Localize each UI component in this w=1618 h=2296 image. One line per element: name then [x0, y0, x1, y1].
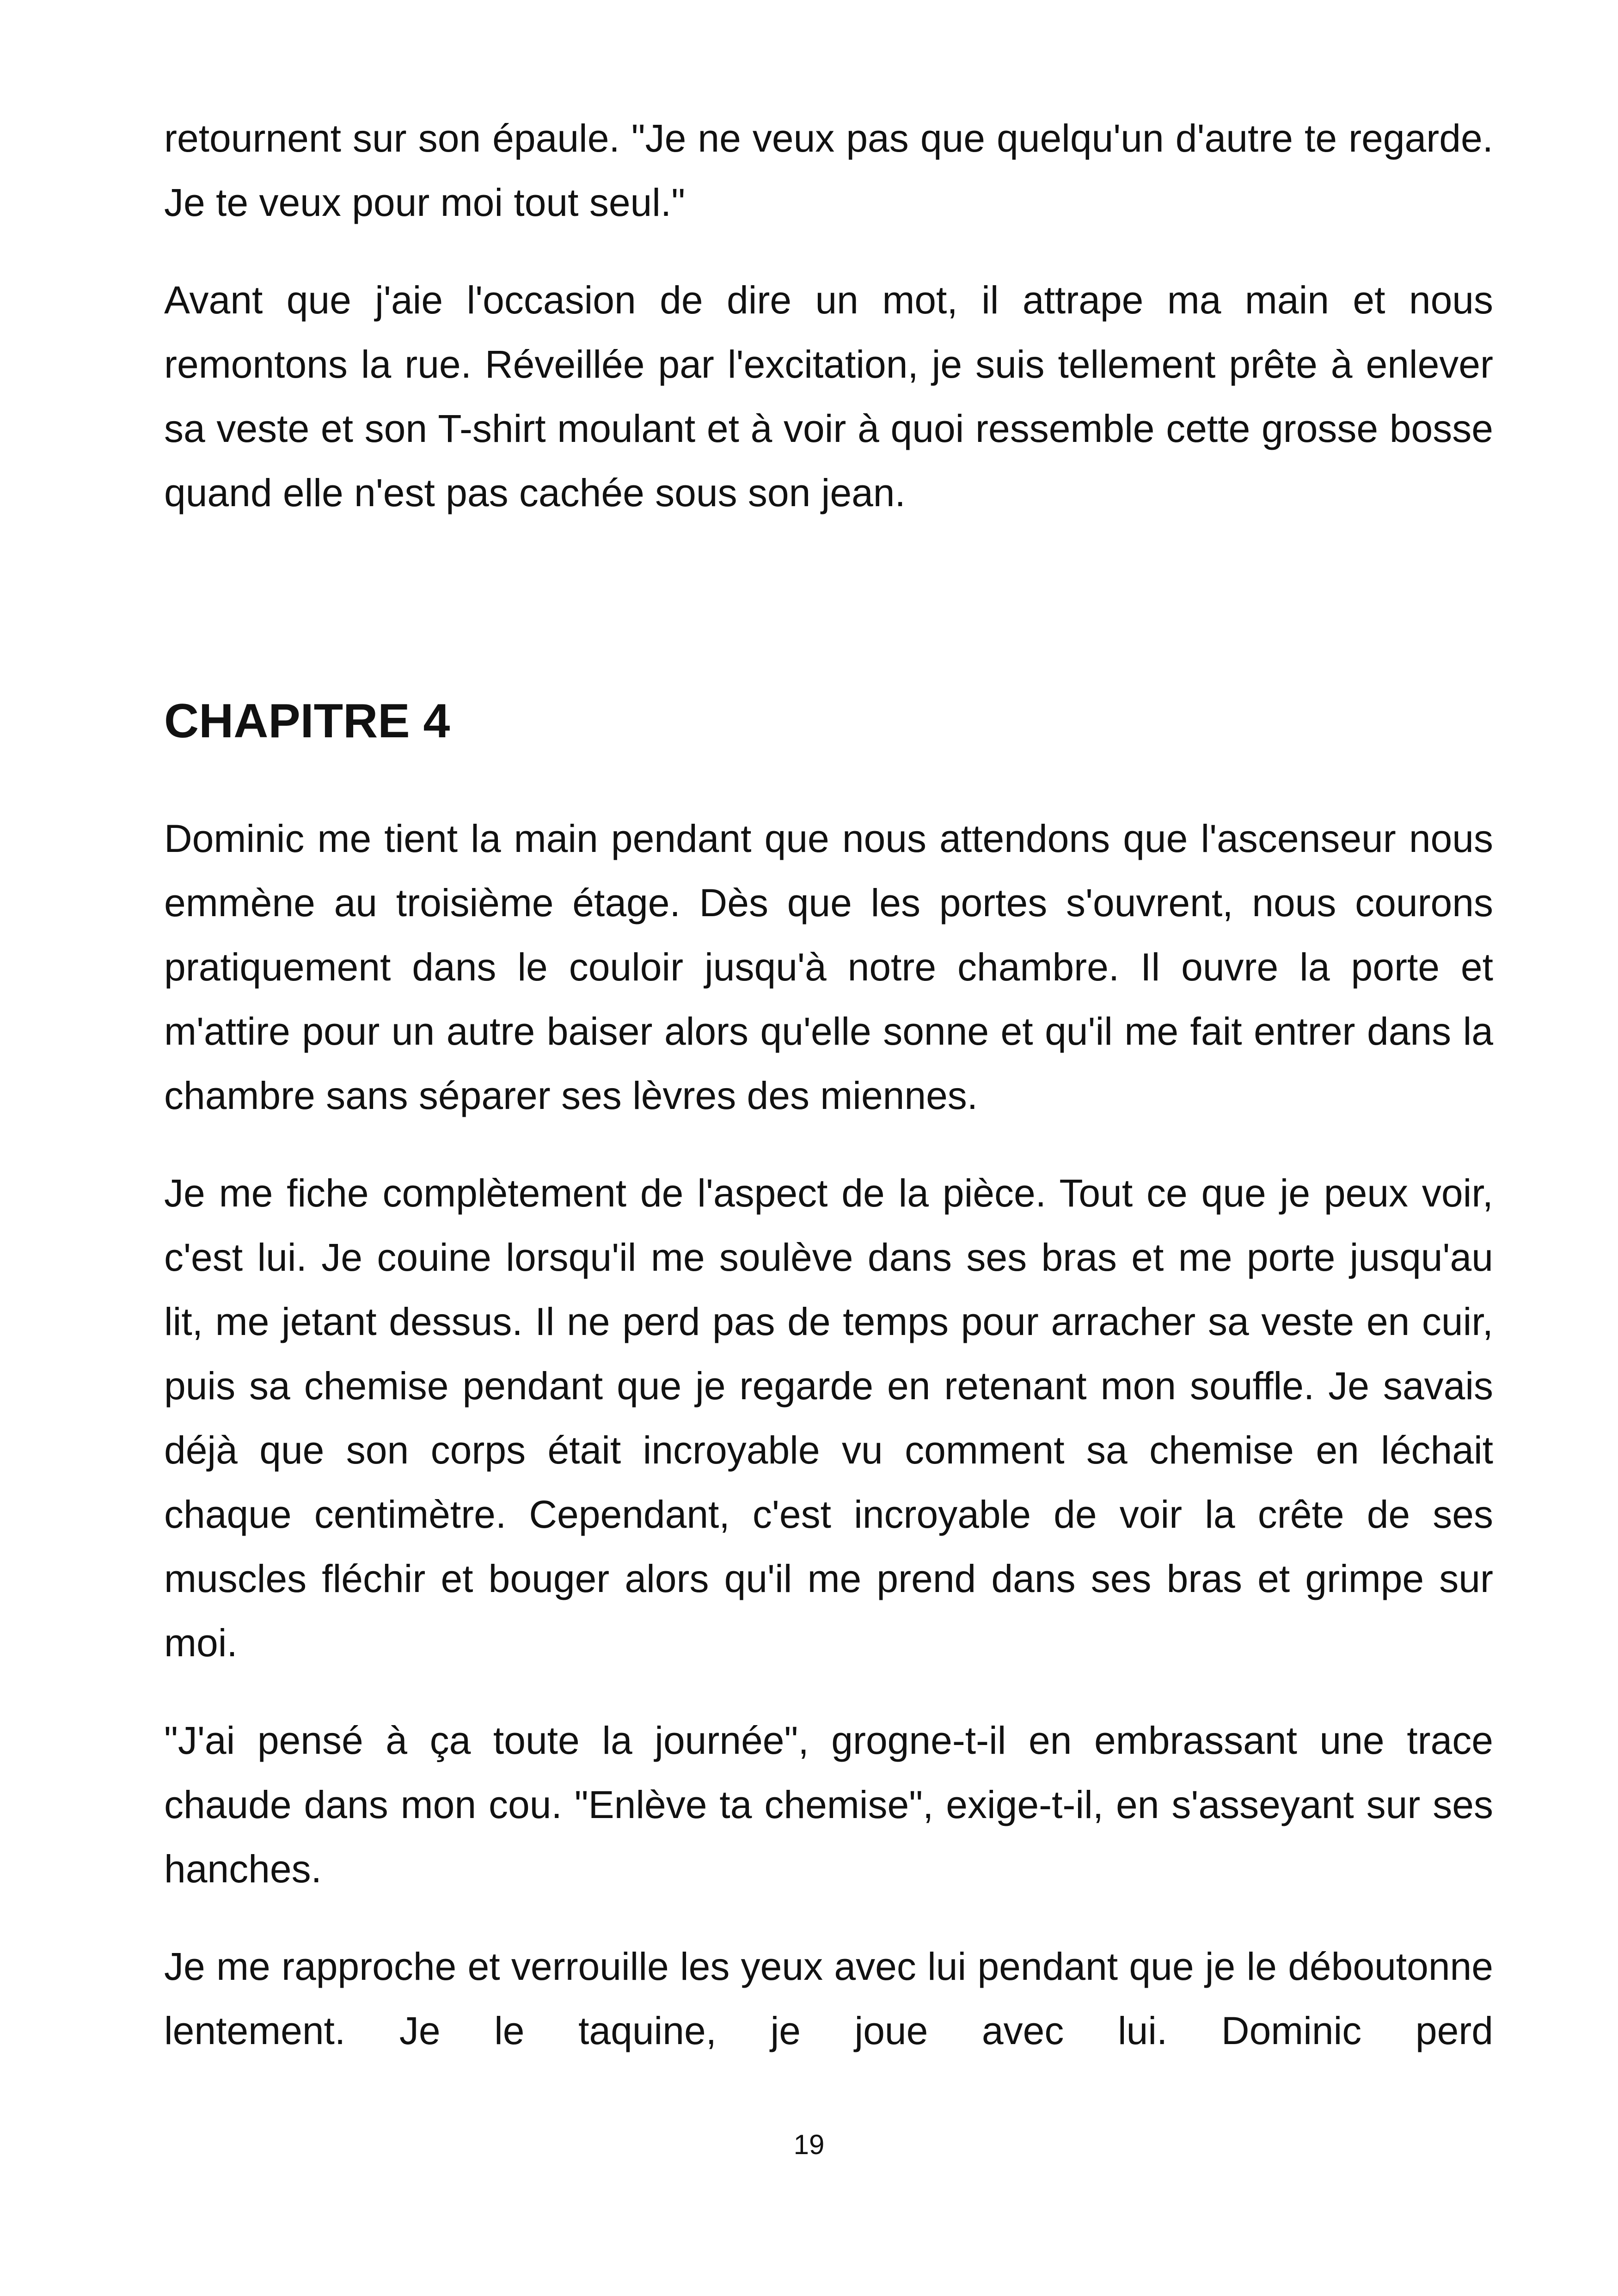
text-block-before-chapter	[164, 106, 1493, 525]
paragraph: retournent sur son épaule. "Je ne veux pas que quelqu'un d'autre te regarde. Je te veux pour moi tout seul."	[164, 116, 1493, 224]
paragraph: Dominic me tient la main pendant que nous attendons que l'ascenseur nous emmène au troisième étage. Dès que les portes s'ouvrent, nous courons pratiquement dans le couloir jusqu'à notre chambre. Il ouvre la porte et m'attire pour un autre baiser alors qu'elle sonne et qu'il me fait entrer dans la chambre sans séparer ses lèvres des miennes.	[164, 817, 1493, 1117]
chapter-heading: CHAPITRE 4	[164, 694, 450, 748]
paragraph: Je me fiche complètement de l'aspect de la pièce. Tout ce que je peux voir, c'est lui. Je couine lorsqu'il me soulève dans ses bras et me porte jusqu'au lit, me jetant dessus. Il ne perd pas de temps pour arracher sa veste en cuir, puis sa chemise pendant que je regarde en retenant mon souffle. Je savais déjà que son corps était incroyable vu comment sa chemise en léchait chaque centimètre. Cependant, c'est incroyable de voir la crête de ses muscles fléchir et bouger alors qu'il me prend dans ses bras et grimpe sur moi.	[164, 1171, 1493, 1665]
paragraph: Avant que j'aie l'occasion de dire un mot, il attrape ma main et nous remontons la rue. Réveillée par l'excitation, je suis tellement prête à enlever sa veste et son T-shirt moulant et à voir à quoi ressemble cette grosse bosse quand elle n'est pas cachée sous son jean.	[164, 278, 1493, 514]
page-number: 19	[793, 2129, 825, 2160]
paragraph: Je me rapproche et verrouille les yeux avec lui pendant que je le déboutonne lentement. Je le taquine, je joue avec lui. Dominic perd	[164, 1945, 1493, 2052]
paragraph: "J'ai pensé à ça toute la journée", grogne-t-il en embrassant une trace chaude dans mon cou. "Enlève ta chemise", exige-t-il, en s'asseyant sur ses hanches.	[164, 1719, 1493, 1891]
text-block-after-chapter	[164, 807, 1493, 2063]
